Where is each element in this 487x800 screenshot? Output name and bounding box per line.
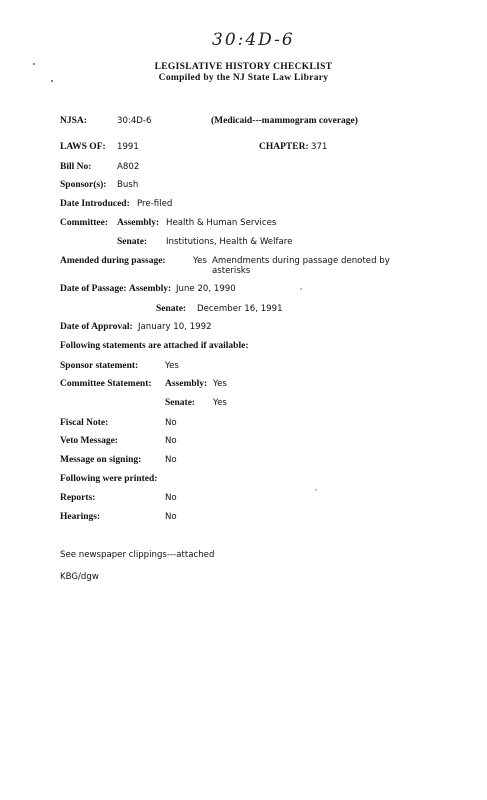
- amended-value: Yes: [193, 256, 207, 266]
- bill-no-label: Bill No:: [60, 162, 92, 172]
- reports-value: No: [165, 493, 177, 503]
- date-introduced-label: Date Introduced:: [60, 199, 130, 209]
- njsa-topic: (Medicaid---mammogram coverage): [211, 116, 358, 126]
- sponsor-label: Sponsor(s):: [60, 180, 107, 190]
- bill-no-value: A802: [117, 162, 140, 172]
- veto-message-label: Veto Message:: [60, 436, 118, 446]
- document-title: LEGISLATIVE HISTORY CHECKLIST: [154, 62, 333, 72]
- chapter-value: 371: [311, 142, 328, 152]
- fiscal-note-value: No: [165, 418, 177, 428]
- sponsor-statement-label: Sponsor statement:: [60, 361, 139, 371]
- passage-assembly-label: Assembly:: [129, 284, 172, 294]
- initials: KBG/dgw: [60, 572, 99, 582]
- printed-heading: Following were printed:: [60, 474, 158, 484]
- laws-of-value: 1991: [117, 142, 139, 152]
- committee-statement-label: Committee Statement:: [60, 379, 152, 389]
- reports-label: Reports:: [60, 493, 96, 503]
- committee-assembly-label: Assembly:: [117, 218, 160, 228]
- committee-statement-senate-value: Yes: [213, 398, 227, 408]
- amended-note-line2: asterisks: [212, 266, 251, 276]
- hearings-value: No: [165, 512, 177, 522]
- scan-speck: [315, 489, 317, 491]
- message-on-signing-label: Message on signing:: [60, 455, 142, 465]
- veto-message-value: No: [165, 436, 177, 446]
- fiscal-note-label: Fiscal Note:: [60, 418, 109, 428]
- message-on-signing-value: No: [165, 455, 177, 465]
- committee-senate-label: Senate:: [117, 237, 148, 247]
- chapter-label: CHAPTER:: [259, 142, 309, 152]
- date-of-approval-value: January 10, 1992: [138, 322, 212, 332]
- newspaper-clippings-note: See newspaper clippings---attached: [60, 550, 215, 560]
- document-subtitle: Compiled by the NJ State Law Library: [158, 73, 329, 83]
- amended-note-line1: Amendments during passage denoted by: [212, 256, 390, 266]
- handwritten-file-number: 30:4D-6: [212, 30, 295, 50]
- laws-of-label: LAWS OF:: [60, 142, 106, 152]
- passage-senate-value: December 16, 1991: [197, 304, 283, 314]
- date-of-passage-label: Date of Passage:: [60, 284, 127, 294]
- date-of-approval-label: Date of Approval:: [60, 322, 133, 332]
- committee-senate-value: Institutions, Health & Welfare: [166, 237, 293, 247]
- committee-assembly-value: Health & Human Services: [166, 218, 277, 228]
- sponsor-statement-value: Yes: [165, 361, 179, 371]
- passage-assembly-value: June 20, 1990: [176, 284, 236, 294]
- committee-statement-senate-label: Senate:: [165, 398, 196, 408]
- committee-statement-assembly-value: Yes: [213, 379, 227, 389]
- hearings-label: Hearings:: [60, 512, 101, 522]
- passage-senate-label: Senate:: [156, 304, 187, 314]
- sponsor-value: Bush: [117, 180, 139, 190]
- njsa-value: 30:4D-6: [117, 116, 152, 126]
- amended-label: Amended during passage:: [60, 256, 166, 266]
- njsa-label: NJSA:: [60, 116, 87, 126]
- statements-heading: Following statements are attached if available:: [60, 341, 249, 351]
- committee-statement-assembly-label: Assembly:: [165, 379, 208, 389]
- scan-speck: [300, 288, 302, 290]
- date-introduced-value: Pre-filed: [137, 199, 173, 209]
- committee-label: Committee:: [60, 218, 109, 228]
